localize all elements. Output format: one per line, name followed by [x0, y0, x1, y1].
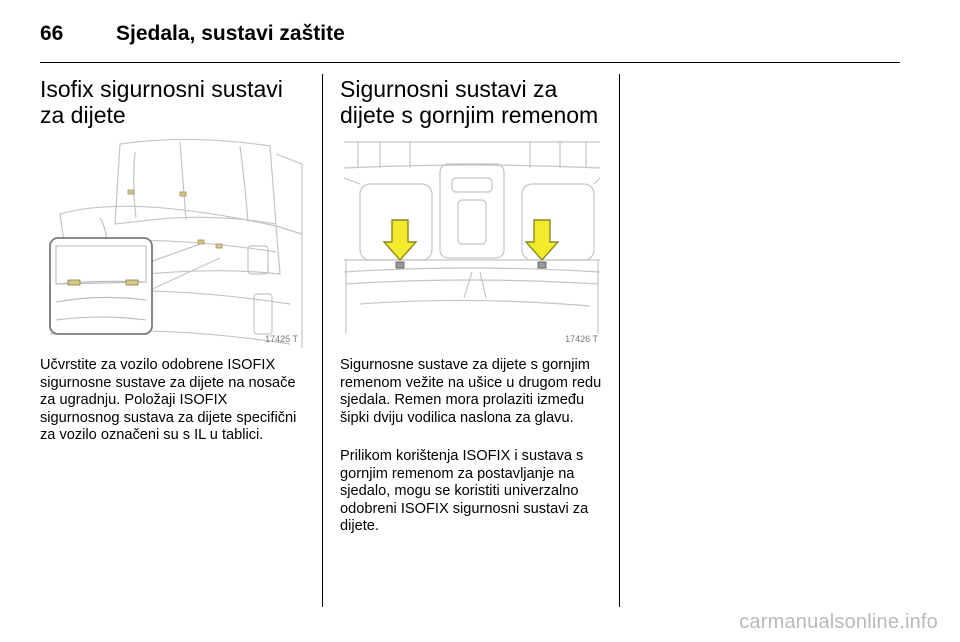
column-divider: [619, 74, 620, 607]
watermark: carmanualsonline.info: [739, 611, 938, 633]
chapter-title: Sjedala, sustavi zaštite: [116, 22, 345, 45]
top-tether-paragraph-1: Sigurnosne sustave za dijete s gornjim remenom vežite na ušice u drugom redu sjedala. Remen mora prolaziti između šipki dviju vodilica naslona za glavu.: [340, 357, 602, 426]
top-tether-drawing: [340, 134, 604, 348]
figure-code-right: 17426 T: [565, 334, 598, 344]
top-tether-illustration: [340, 134, 604, 348]
section-heading-top-tether: Sigurnosni sustavi za dijete s gornjim remenom: [340, 76, 599, 128]
isofix-paragraph: Učvrstite za vozilo odobrene ISOFIX sigurnosne sustave za dijete na nosače za ugradnju. Položaji ISOFIX sigurnosnog sustava za dijete specifični za vozilo označeni su s IL u tablici.: [40, 357, 297, 444]
down-arrow-icon: [526, 220, 558, 260]
right-column: [340, 76, 610, 128]
down-arrow-icon: [384, 220, 416, 260]
figure-code-left: 17425 T: [265, 334, 298, 344]
isofix-seat-drawing: [40, 134, 304, 348]
column-divider: [322, 74, 323, 607]
page-header: [40, 22, 900, 63]
left-column: [40, 76, 310, 128]
page-number: 66: [40, 22, 64, 45]
isofix-seat-illustration: [40, 134, 304, 348]
top-tether-paragraph-2: Prilikom korištenja ISOFIX i sustava s gornjim remenom za postavljanje na sjedalo, mogu se koristiti univerzalno odobreni ISOFIX sigurnosni sustavi za dijete.: [340, 448, 589, 535]
section-heading-isofix: Isofix sigurnosni sustavi za dijete: [40, 76, 283, 128]
